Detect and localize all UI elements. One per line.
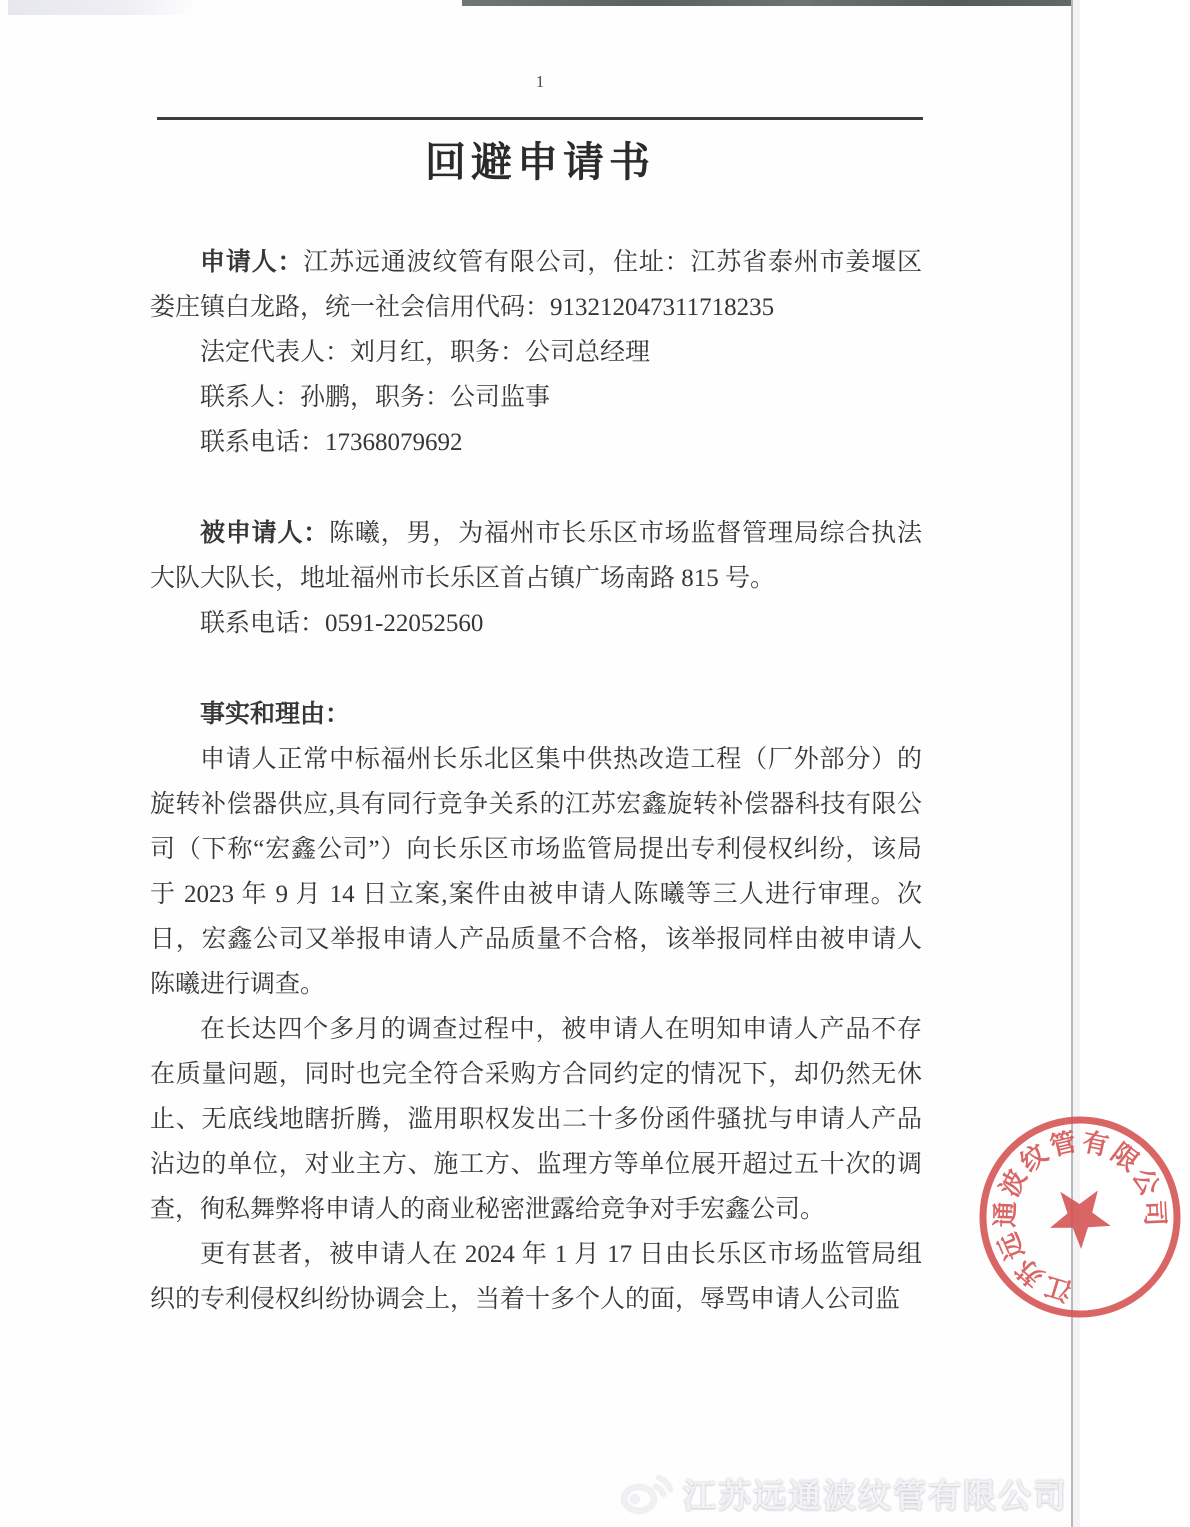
svg-text:通: 通: [990, 1200, 1021, 1228]
applicant-text: 江苏远通波纹管有限公司，住址：江苏省泰州市姜堰区娄庄镇白龙路，统一社会信用代码：913212047311718235: [150, 249, 922, 321]
facts-paragraph-2: 在长达四个多月的调查过程中，被申请人在明知申请人产品不存在质量问题，同时也完全符合采购方合同约定的情况下，却仍然无休止、无底线地瞎折腾，滥用职权发出二十多份函件骚扰与申请人产品沾边的单位，对业主方、施工方、监理方等单位展开超过五十次的调查，徇私舞弊将申请人的商业秘密泄露给竞争对手宏鑫公司。: [150, 1016, 922, 1223]
watermark: [619, 1470, 1068, 1517]
svg-text:纹: 纹: [1014, 1138, 1054, 1178]
svg-text:公: 公: [1126, 1163, 1165, 1201]
respondent-label: 被申请人：: [200, 520, 330, 547]
page-number: 1: [535, 72, 545, 91]
svg-text:限: 限: [1105, 1138, 1144, 1177]
legal-representative-line: 法定代表人：刘月红，职务：公司总经理: [200, 339, 651, 366]
page-title: 回避申请书: [425, 139, 655, 185]
facts-paragraph-3: 更有甚者，被申请人在 2024 年 1 月 17 日由长乐区市场监管局组织的专利侵权纠纷协调会上，当着十多个人的面，辱骂申请人公司监: [150, 1241, 922, 1313]
scan-artifact-top-band: [462, 0, 1080, 6]
svg-text:有: 有: [1079, 1127, 1112, 1162]
company-seal: [970, 1107, 1190, 1327]
applicant-phone-line: 联系电话：17368079692: [200, 429, 463, 456]
svg-text:江: 江: [1041, 1270, 1075, 1306]
respondent-paragraph: [150, 511, 922, 601]
facts-paragraph-1: 申请人正常中标福州长乐北区集中供热改造工程（厂外部分）的旋转补偿器供应,具有同行竞争关系的江苏宏鑫旋转补偿器科技有限公司（下称“宏鑫公司”）向长乐区市场监管局提出专利侵权纠纷，该局于 2023 年 9 月 14 日立案,案件由被申请人陈曦等三人进行审理。次日，宏鑫公司又举报申请人产品质量不合格，该举报同样由被申请人陈曦进行调查。: [150, 746, 922, 998]
document-body: [150, 240, 922, 1322]
applicant-paragraph: [150, 240, 922, 330]
applicant-contact-line: 联系人：孙鹏，职务：公司监事: [200, 384, 551, 411]
watermark-text: 江苏远通波纹管有限公司: [683, 1477, 1068, 1514]
scan-artifact-smudge: [8, 0, 198, 15]
svg-text:司: 司: [1139, 1199, 1170, 1227]
svg-text:苏: 苏: [1010, 1252, 1050, 1292]
seal-star-icon: [1036, 1173, 1120, 1256]
weibo-icon: [619, 1472, 673, 1516]
respondent-text: 陈曦，男，为福州市长乐区市场监督管理局综合执法大队大队长，地址福州市长乐区首占镇广场南路 815 号。: [150, 520, 922, 592]
svg-text:远: 远: [992, 1228, 1030, 1264]
applicant-label: 申请人：: [200, 249, 304, 276]
svg-text:波: 波: [994, 1165, 1033, 1202]
header-divider: [157, 117, 923, 120]
svg-text:管: 管: [1047, 1127, 1080, 1162]
respondent-phone-line: 联系电话：0591-22052560: [200, 610, 484, 637]
facts-heading: 事实和理由：: [200, 701, 351, 728]
